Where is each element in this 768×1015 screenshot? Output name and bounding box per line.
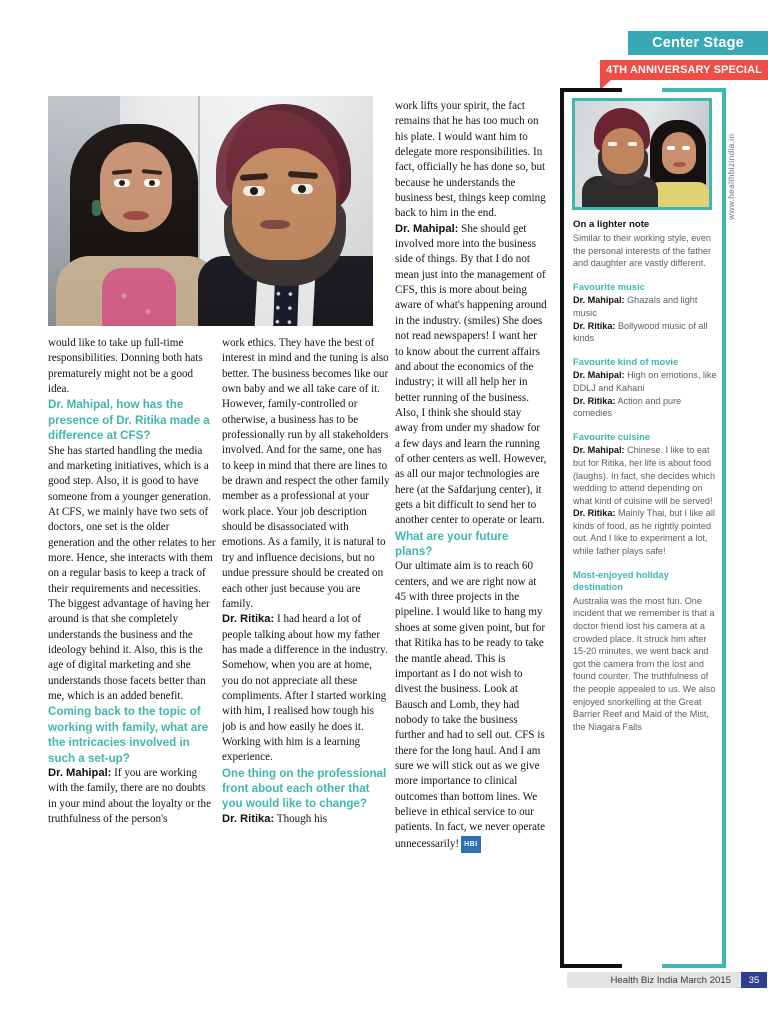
hbi-logo-badge: HBI: [461, 836, 481, 853]
section-flag-center-stage: [628, 31, 768, 55]
article-question: What are your future plans?: [395, 529, 509, 559]
article-answer: Dr. Mahipal: She should get involved more into the business side of things. By that I do not mean just into the management of CFS, this is more about being aware of what's happening around in the industry. (smiles) She does not read newspapers! I want her to know about the current affairs and about the economics of the industry; it will all help her in better running of the business. Also, I think she should stay away from under my shadow for a few days and learn the running of other centers as well. However, as all our major technologies are here (at the Safdarjung center), it gets a bit difficult to send her to another center to operate or learn.: [395, 222, 547, 527]
speaker-name: Dr. Mahipal:: [395, 222, 459, 235]
article-answer: Dr. Ritika: Though his: [222, 812, 328, 825]
article-question: Dr. Mahipal, how has the presence of Dr. Ritika made a difference at CFS?: [48, 398, 210, 443]
sidebar-border-top-left: [560, 88, 622, 92]
sidebar-border-bottom-right: [662, 964, 726, 968]
anniversary-flag-label: 4TH ANNIVERSARY SPECIAL: [606, 64, 762, 76]
sidebar-border-top-right: [662, 88, 726, 92]
speaker-name: Dr. Ritika:: [222, 613, 275, 626]
sidebar-section-title: Most-enjoyed holiday destination: [573, 568, 669, 593]
sidebar-title: On a lighter note: [573, 219, 650, 230]
sidebar-speaker-name: Dr. Mahipal:: [573, 370, 625, 381]
article-answer: Dr. Mahipal: If you are working with the family, there are no doubts in your mind about the loyalty or the truthfulness of the person's: [48, 767, 211, 826]
article-question: Coming back to the topic of working with family, what are the intricacies involved in such a set-up?: [48, 705, 209, 765]
sidebar-border-left: [560, 88, 564, 968]
sidebar-speaker-name: Dr. Mahipal:: [573, 445, 625, 456]
sidebar-speaker-name: Dr. Ritika:: [573, 508, 616, 519]
sidebar-entry: Dr. Ritika: Mainly Thai, but I like all kinds of food, as he rightly pointed out. And I like to experiment a lot, while father plays safe!: [573, 508, 715, 557]
sidebar-section-title: Favourite kind of movie: [573, 355, 679, 367]
sidebar-entry: Dr. Mahipal: High on emotions, like DDLJ and Kahani: [573, 370, 717, 393]
speaker-name: Dr. Mahipal:: [48, 767, 112, 780]
article-column-3: [395, 99, 547, 853]
footer-page-number: 35: [741, 972, 767, 988]
sidebar-content: [573, 218, 717, 733]
article-paragraph: would like to take up full-time responsibilities. Donning both hats prematurely might not be a good idea.: [48, 337, 203, 396]
sidebar-lighter-note: [566, 88, 718, 968]
photo-overlay: [48, 96, 373, 326]
main-article-photo: [48, 96, 373, 326]
article-paragraph: She has started handling the media and marketing initiatives, which is a good step. Also, it is good to have someone from a younger generation. At CFS, we mainly have two sets of doctors, one set is the older generation and the other relates to her more. Hence, she interacts with them on a regular basis to keep a track of their requirements and necessities. The biggest advantage of having her around is that she completely understands the business and the ideology behind it. Also, this is the age of digital marketing and she understands those facets better than me, which is an added benefit.: [48, 444, 216, 703]
sidebar-border-right: [722, 88, 726, 968]
article-paragraph: Our ultimate aim is to reach 60 centers, and we are right now at 45 with three projects in the pipeline. I would like to hang my shoes at some given point, but for that Ritika has to be ready to take the mantle ahead. This is important as I do not wish to divest the business. Look at Bausch and Lomb, they had nobody to take the business further and had to sell out. CFS is there for the long haul. And I am sure we will stick out as we give more importance to clinical outcomes than bottom lines. We believe in ethical service to our patients. In fact, we never operate unnecessarily! HBI: [395, 559, 547, 853]
anniversary-flag: [600, 60, 768, 80]
sidebar-intro-text: Similar to their working style, even the personal interests of the father and daughter are vastly different.: [573, 233, 712, 269]
sidebar-entry: Australia was the most fun. One incident that we remember is that a doctor friend lost his camera at a crowded place. It struck him after 15-20 minutes, we went back and got the camera from the lost and found counter. The truthfulness of the people appealed to us. We also enjoyed snorkelling at the Great Barrier Reef and Maid of the Mist, the Niagara Falls: [573, 595, 716, 732]
sidebar-speaker-name: Dr. Mahipal:: [573, 295, 625, 306]
speaker-name: Dr. Ritika:: [222, 812, 275, 825]
website-url-vertical: www.healthbizindia.in: [726, 133, 736, 220]
sidebar-entry: Dr. Ritika: Bollywood music of all kinds: [573, 320, 708, 344]
article-paragraph: work lifts your spirit, the fact remains that he has too much on his plate. I would want him to delegate more responsibilities. In fact, officially he has done so, but because he understands the business best, things keep coming back to him in the end.: [395, 100, 546, 220]
section-flag-label: Center Stage: [652, 35, 744, 51]
article-column-2: [222, 336, 390, 827]
sidebar-speaker-name: Dr. Ritika:: [573, 320, 616, 331]
sidebar-border-bottom-left: [560, 964, 622, 968]
sidebar-section-title: Favourite cuisine: [573, 430, 651, 442]
sidebar-entry: Dr. Mahipal: Ghazals and light music: [573, 295, 698, 318]
sidebar-photo-frame: [572, 98, 712, 210]
sidebar-entry: Dr. Mahipal: Chinese. I like to eat but for Ritika, her life is about food (laughs). In fact, she decides which wedding to attend depending on what kind of cuisine will be served!: [573, 445, 716, 506]
article-paragraph: work ethics. They have the best of interest in mind and the tuning is also better. The business becomes like our own baby and we all take care of it. However, family-controlled or otherwise, a business has to be professionally run by all stakeholders involved. And for the same, one has to keep in mind that there are lines to be drawn and respect the other family member as a professional at your work place. Your job description should be disassociated with emotions. As a family, it is natural to try and influence decisions, but no undue pressure should be created on each other just because you are family.: [222, 337, 390, 610]
article-column-1: [48, 336, 216, 827]
sidebar-section-title: Favourite music: [573, 280, 645, 292]
sidebar-speaker-name: Dr. Ritika:: [573, 395, 616, 406]
article-question: One thing on the professional front about each other that you would like to change?: [222, 766, 387, 811]
sidebar-entry: Dr. Ritika: Action and pure comedies: [573, 395, 682, 419]
footer-publication-label: Health Biz India March 2015: [610, 974, 731, 986]
article-answer: Dr. Ritika: I had heard a lot of people talking about how my father has made a difference in the industry. Somehow, when you are at home, you do not appreciate all these compliments. After I started working with him, I realised how tough his job is and how easily he does it. Working with him is a learning experience.: [222, 613, 388, 764]
